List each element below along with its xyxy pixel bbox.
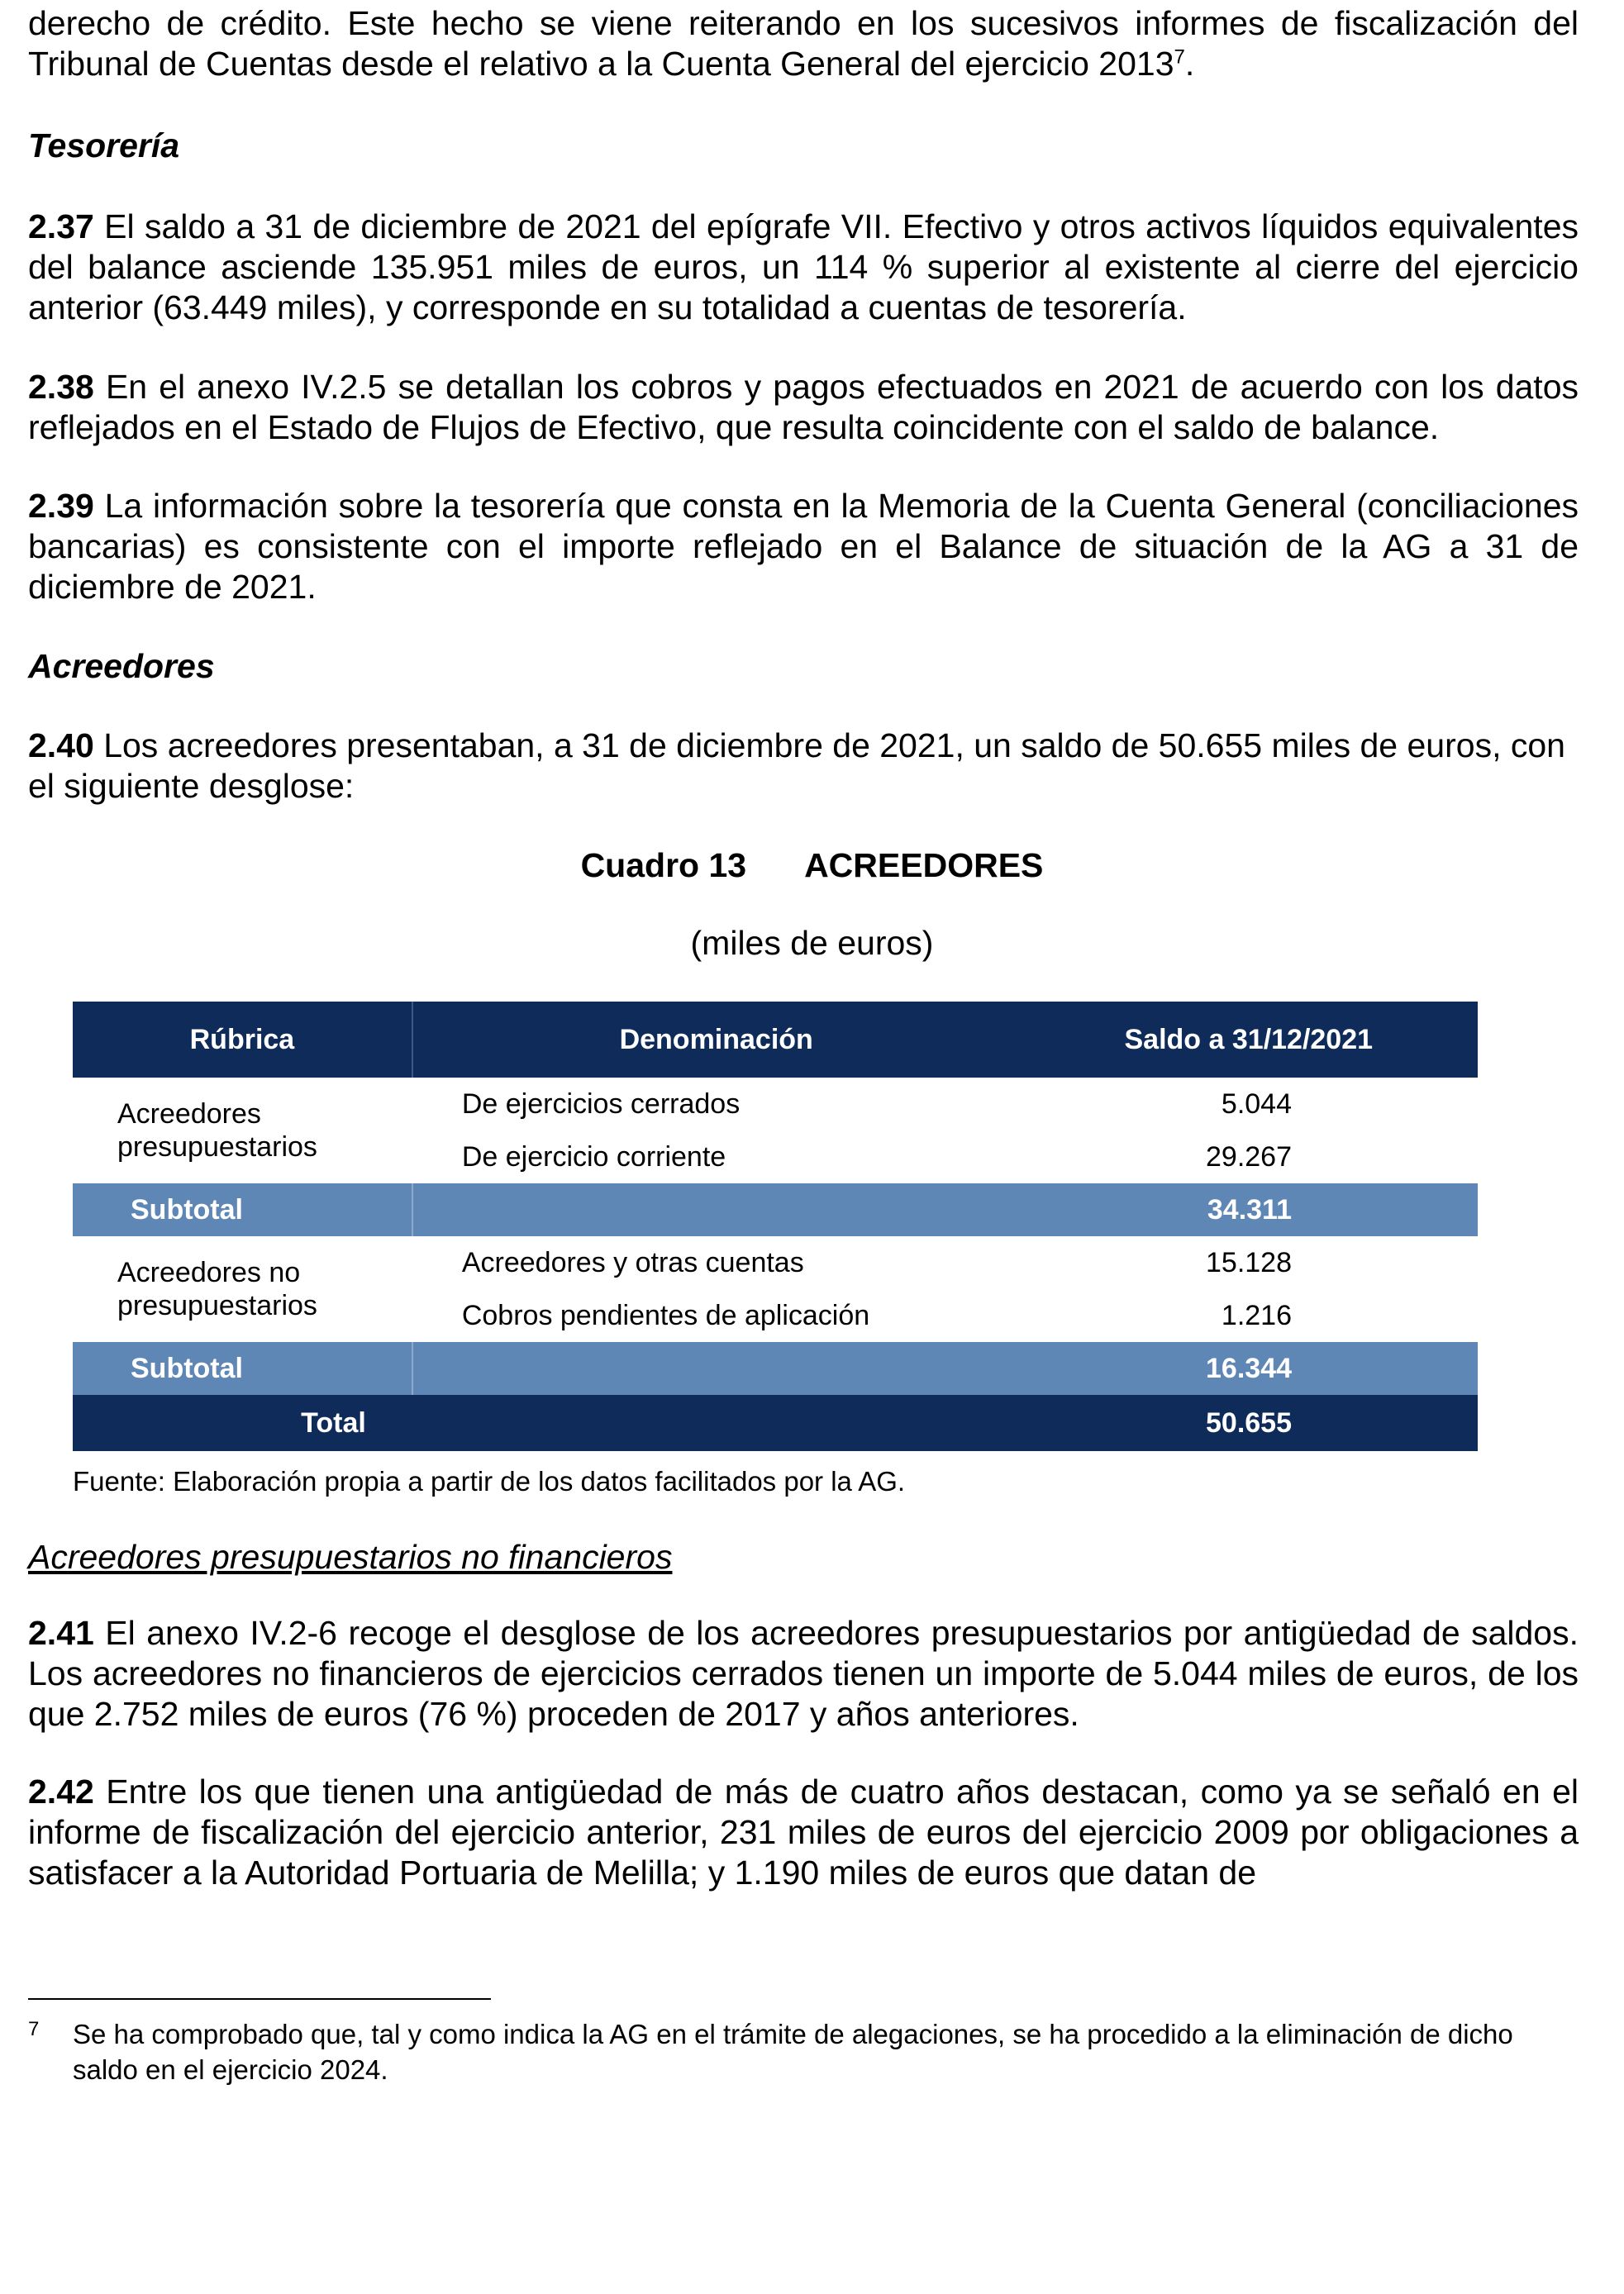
subtotal-value: 34.311 [1020, 1183, 1478, 1236]
intro-paragraph: derecho de crédito. Este hecho se viene reiterando en los sucesivos informes de fiscalización del Tribunal de Cuentas desde el relativo a la Cuenta General del ejercicio 2013$^7$. [28, 4, 1579, 83]
heading-no-financieros: Acreedores presupuestarios no financieros [28, 1538, 673, 1576]
paragraph-number: 2.40 [28, 726, 94, 764]
total-value: 50.655 [1020, 1395, 1478, 1451]
saldo-cell: 5.044 [1221, 1088, 1292, 1120]
paragraph-2-37: 2.37 El saldo a 31 de diciembre de 2021 del epígrafe VII. Efectivo y otros activos líquidos equivalentes del balance asciende 135.951 miles de euros, un 114 % superior al existente al cierre del ejercicio anterior (63.449 miles), y corresponde en su totalidad a cuentas de tesorería. [28, 207, 1579, 326]
table-title [0, 846, 1624, 885]
header-rubrica: Rúbrica [73, 1002, 412, 1078]
rubrica-cell: Acreedores no presupuestarios [117, 1257, 317, 1321]
acreedores-table [73, 1002, 1478, 1451]
saldo-cell: 29.267 [1206, 1140, 1292, 1173]
table-row [73, 1236, 1478, 1289]
heading-acreedores: Acreedores [28, 647, 215, 685]
denominacion-cell: Cobros pendientes de aplicación [461, 1299, 870, 1331]
footnote-ref[interactable]: 7 [1174, 45, 1185, 69]
paragraph-2-39: 2.39 La información sobre la tesorería que consta en la Memoria de la Cuenta General (conciliaciones bancarias) es consistente con el importe reflejado en el Balance de situación de la AG a 31 de diciembre de 2021. [28, 487, 1579, 606]
header-denominacion: Denominación [412, 1002, 1020, 1078]
subtotal-label: Subtotal [73, 1342, 412, 1395]
table-source: Fuente: Elaboración propia a partir de los datos facilitados por la AG. [73, 1466, 906, 1497]
heading-tesoreria: Tesorería [28, 126, 180, 164]
header-saldo: Saldo a 31/12/2021 [1020, 1002, 1478, 1078]
denominacion-cell: De ejercicios cerrados [461, 1088, 741, 1120]
subtotal-label: Subtotal [73, 1183, 412, 1236]
paragraph-number: 2.37 [28, 207, 94, 245]
paragraph-number: 2.41 [28, 1614, 94, 1652]
paragraph-number: 2.42 [28, 1773, 94, 1811]
table-row [73, 1078, 1478, 1130]
subtotal-row [73, 1183, 1478, 1236]
saldo-cell: 15.128 [1206, 1246, 1292, 1278]
footnote-number: 7 [28, 2018, 40, 2040]
paragraph-2-40: 2.40 Los acreedores presentaban, a 31 de diciembre de 2021, un saldo de 50.655 miles de euros, con el siguiente desglose: [28, 726, 1565, 805]
denominacion-cell: Acreedores y otras cuentas [461, 1246, 804, 1278]
table-header-row [73, 1002, 1478, 1078]
paragraph-2-41: 2.41 El anexo IV.2-6 recoge el desglose de los acreedores presupuestarios por antigüedad de saldos. Los acreedores no financieros de ejercicios cerrados tienen un importe de 5.044 miles de euros, de los que 2.752 miles de euros (76 %) proceden de 2017 y años anteriores. [28, 1614, 1579, 1733]
intro-text: derecho de crédito. Este hecho se viene reiterando en los sucesivos informes de fiscalización del Tribunal de Cuentas desde el relativo a la Cuenta General del ejercicio 2013 [28, 4, 1579, 83]
total-label: Total [73, 1395, 412, 1451]
paragraph-2-38: 2.38 En el anexo IV.2.5 se detallan los cobros y pagos efectuados en 2021 de acuerdo con los datos reflejados en el Estado de Flujos de Efectivo, que resulta coincidente con el saldo de balance. [28, 368, 1579, 446]
table-units: (miles de euros) [690, 924, 934, 962]
footnote-divider [28, 1998, 491, 2000]
rubrica-cell: Acreedores presupuestarios [117, 1098, 317, 1163]
footnote-text: Se ha comprobado que, tal y como indica la AG en el trámite de alegaciones, se ha procedido a la eliminación de dicho saldo en el ejercicio 2024. [73, 2019, 1513, 2085]
denominacion-cell: De ejercicio corriente [461, 1140, 726, 1173]
table-name: ACREEDORES [804, 846, 1044, 884]
footnote [28, 2016, 1579, 2087]
total-row [73, 1395, 1478, 1451]
table-label: Cuadro 13 [580, 846, 747, 884]
paragraph-number: 2.39 [28, 487, 94, 525]
paragraph-2-42: 2.42 Entre los que tienen una antigüedad de más de cuatro años destacan, como ya se señaló en el informe de fiscalización del ejercicio anterior, 231 miles de euros del ejercicio 2009 por obligaciones a satisfacer a la Autoridad Portuaria de Melilla; y 1.190 miles de euros que datan de [28, 1773, 1579, 1892]
saldo-cell: 1.216 [1221, 1299, 1292, 1331]
subtotal-row [73, 1342, 1478, 1395]
paragraph-number: 2.38 [28, 368, 94, 406]
subtotal-value: 16.344 [1020, 1342, 1478, 1395]
